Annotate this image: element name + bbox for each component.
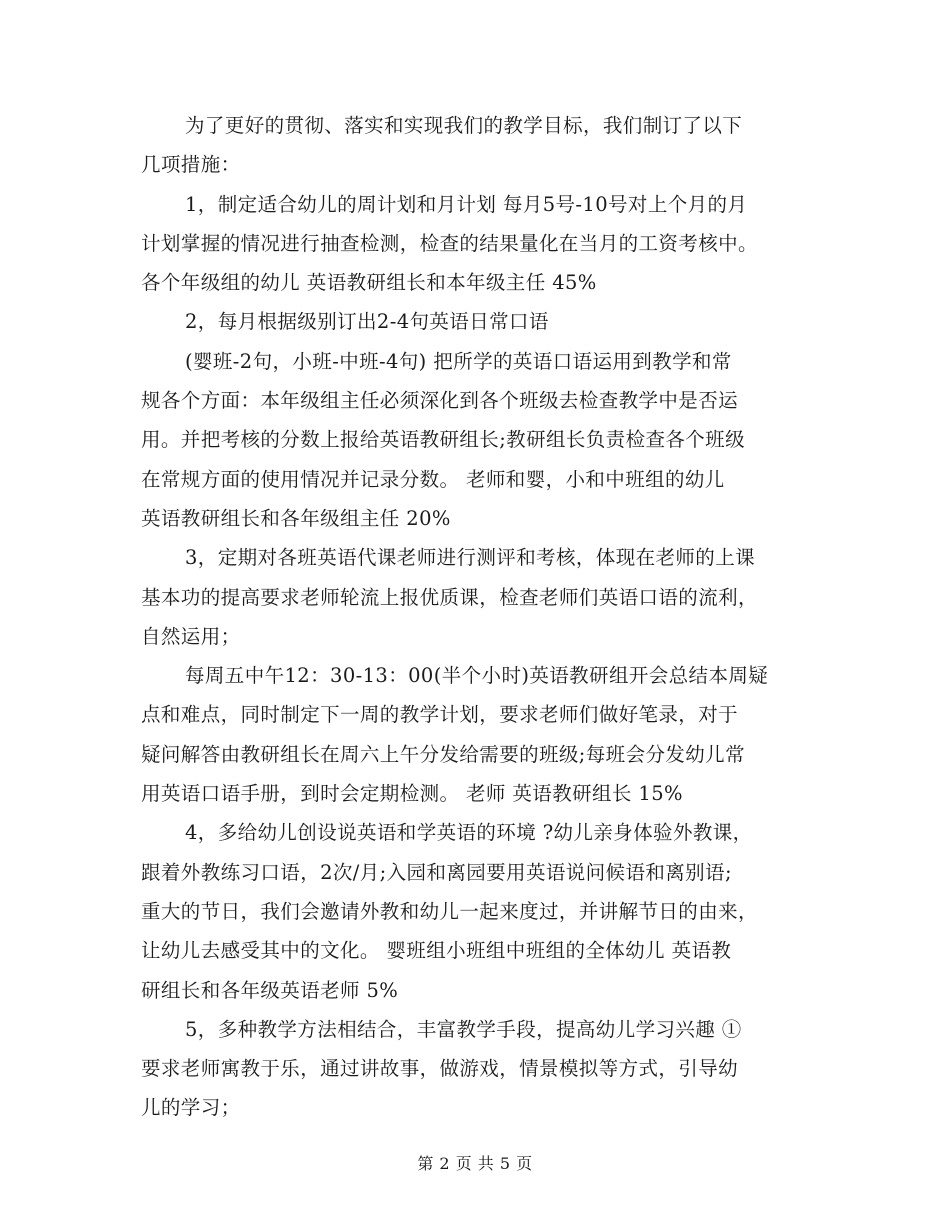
text-line: 规各个方面：本年级组主任必须深化到各个班级去检查教学中是否运 (141, 389, 739, 413)
text-line: 疑问解答由教研组长在周六上午分发给需要的班级;每班会分发幼儿常 (141, 742, 745, 766)
text-line: 用英语口语手册，到时会定期检测。 老师 英语教研组长 15% (141, 782, 683, 806)
text-line: 用。并把考核的分数上报给英语教研组长;教研组长负责检查各个班级 (141, 428, 745, 452)
text-line: 各个年级组的幼儿 英语教研组长和本年级主任 45% (141, 271, 597, 295)
text-line: 4，多给幼儿创设说英语和学英语的环境 ?幼儿亲身体验外教课， (185, 821, 753, 845)
text-line: 儿的学习； (141, 1096, 241, 1120)
text-line: 几项措施： (141, 153, 241, 177)
text-line: 计划掌握的情况进行抽查检测，检查的结果量化在当月的工资考核中。 (141, 231, 758, 255)
text-line: 跟着外教练习口语，2次/月;入园和离园要用英语说问候语和离别语; (141, 860, 732, 884)
text-line: 2，每月根据级别订出2-4句英语日常口语 (185, 310, 549, 334)
text-line: 每周五中午12：30-13：00(半个小时)英语教研组开会总结本周疑 (185, 664, 769, 688)
text-line: 要求老师寓教于乐，通过讲故事，做游戏，情景模拟等方式，引导幼 (141, 1057, 739, 1081)
text-line: 为了更好的贯彻、落实和实现我们的教学目标，我们制订了以下 (185, 114, 743, 137)
text-line: 3，定期对各班英语代课老师进行测评和考核，体现在老师的上课 (185, 546, 756, 570)
text-line: 点和难点，同时制定下一周的教学计划，要求老师们做好笔录，对于 (141, 703, 739, 727)
body-text (141, 106, 813, 1128)
text-line: (婴班-2句，小班-中班-4句) 把所学的英语口语运用到教学和常 (185, 349, 732, 373)
text-line: 在常规方面的使用情况并记录分数。 老师和婴，小和中班组的幼儿 (141, 467, 725, 491)
text-line: 英语教研组长和各年级组主任 20% (141, 506, 451, 530)
text-line: 让幼儿去感受其中的文化。 婴班组小班组中班组的全体幼儿 英语教 (141, 939, 732, 963)
text-line: 自然运用； (141, 624, 241, 648)
page-footer: 第 2 页 共 5 页 (417, 1154, 533, 1173)
text-line: 基本功的提高要求老师轮流上报优质课，检查老师们英语口语的流利， (141, 585, 758, 609)
text-line: 5，多种教学方法相结合，丰富教学手段，提高幼儿学习兴趣 ① (185, 1017, 742, 1041)
text-line: 1，制定适合幼儿的周计划和月计划 每月5号-10号对上个月的月 (185, 192, 748, 216)
text-line: 重大的节日，我们会邀请外教和幼儿一起来度过，并讲解节日的由来， (141, 899, 758, 923)
text-line: 研组长和各年级英语老师 5% (141, 978, 399, 1002)
